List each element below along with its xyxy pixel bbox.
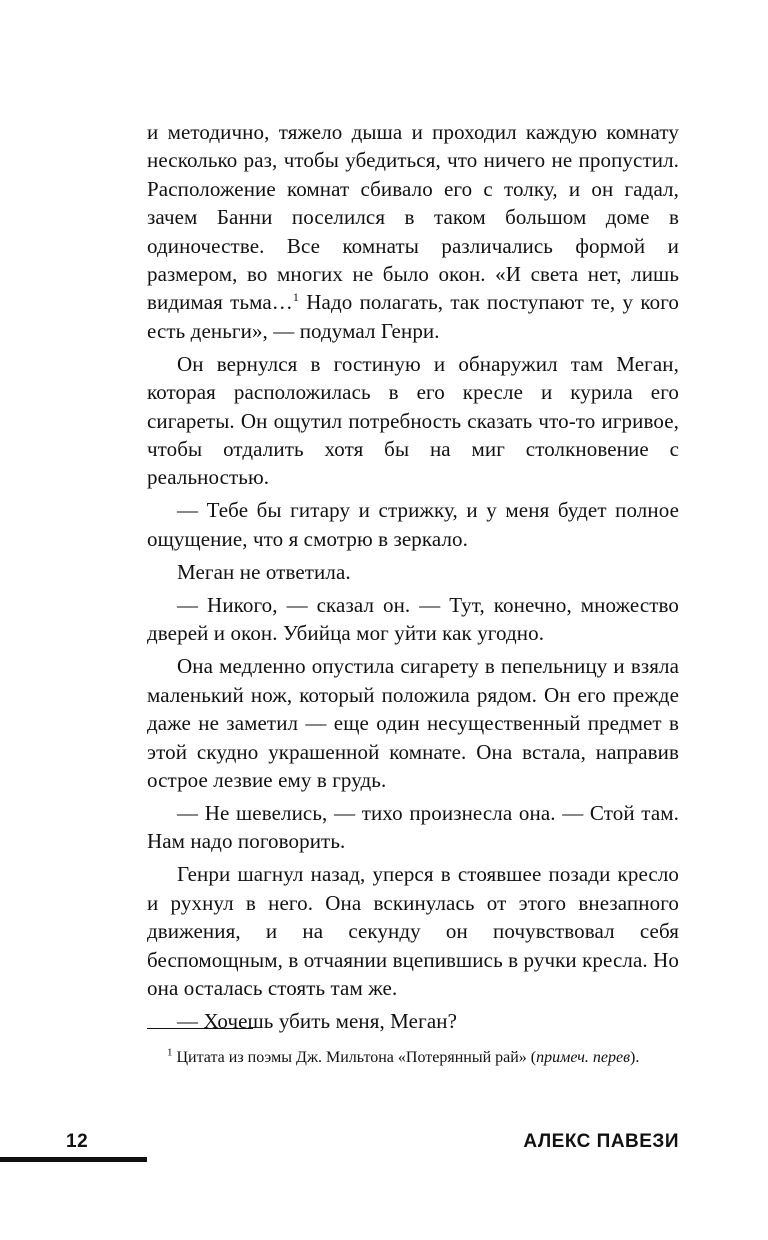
page-number: 12 — [66, 1131, 89, 1152]
footer-rule — [0, 1157, 147, 1162]
paragraph: Меган не ответила. — [177, 559, 351, 584]
body-text — [147, 118, 679, 1035]
paragraph: — Тебе бы гитару и стрижку, и у меня будет полное ощущение, что я смотрю в зеркало. — [147, 498, 679, 551]
paragraph-text: и методично, тяжело дыша и проходил каждую комнату несколько раз, чтобы убедиться, что ничего не пропустил. Расположение комнат сбивало его с толку, и он гадал, зачем Банни поселился в таком большом доме в одиночестве. Все комнаты различались формой и размером, во многих не было окон. «И света нет, лишь видимая тьма… — [147, 120, 679, 315]
footnote-italic: примеч. перев — [536, 1049, 631, 1066]
paragraph: — Хочешь убить меня, Меган? — [177, 1008, 457, 1033]
footnote-divider — [147, 1028, 253, 1029]
paragraph: — Не шевелись, — тихо произнесла она. — Стой там. Нам надо поговорить. — [147, 800, 679, 854]
paragraph: — Никого, — сказал он. — Тут, конечно, множество дверей и окон. Убийца мог уйти как угодно. — [147, 592, 679, 646]
paragraph — [147, 118, 679, 345]
footnote-reference[interactable]: 1 — [292, 290, 299, 305]
paragraph-text-continuation: Надо полагать, так поступают те, у кого есть деньги», — подумал Генри. — [147, 290, 679, 343]
paragraph: Он вернулся в гостиную и обнаружил там Меган, которая расположилась в его кресле и курила его сигареты. Он ощутил потребность сказать что-то игривое, чтобы отдалить хотя бы на миг столкновение с реальностью. — [147, 351, 679, 490]
footnote-text: Цитата из поэмы Дж. Мильтона «Потерянный рай» ( — [176, 1049, 537, 1066]
footnote — [147, 1046, 679, 1069]
paragraph: Генри шагнул назад, уперся в стоявшее позади кресло и рухнул в него. Она вскинулась от этого внезапного движения, и на секунду он почувствовал себя беспомощным, в отчаянии вцепившись в ручки кресла. Но она осталась стоять там же. — [147, 862, 679, 1000]
paragraph: Она медленно опустила сигарету в пепельницу и взяла маленький нож, который положила рядом. Он его прежде даже не заметил — еще один несущественный предмет в этой скудно украшенной комнате. Она встала, направив острое лезвие ему в грудь. — [147, 654, 679, 792]
footnote-marker: 1 — [167, 1046, 173, 1059]
running-head-author: АЛЕКС ПАВЕЗИ — [523, 1131, 679, 1152]
footnote-closing: ). — [630, 1049, 640, 1066]
